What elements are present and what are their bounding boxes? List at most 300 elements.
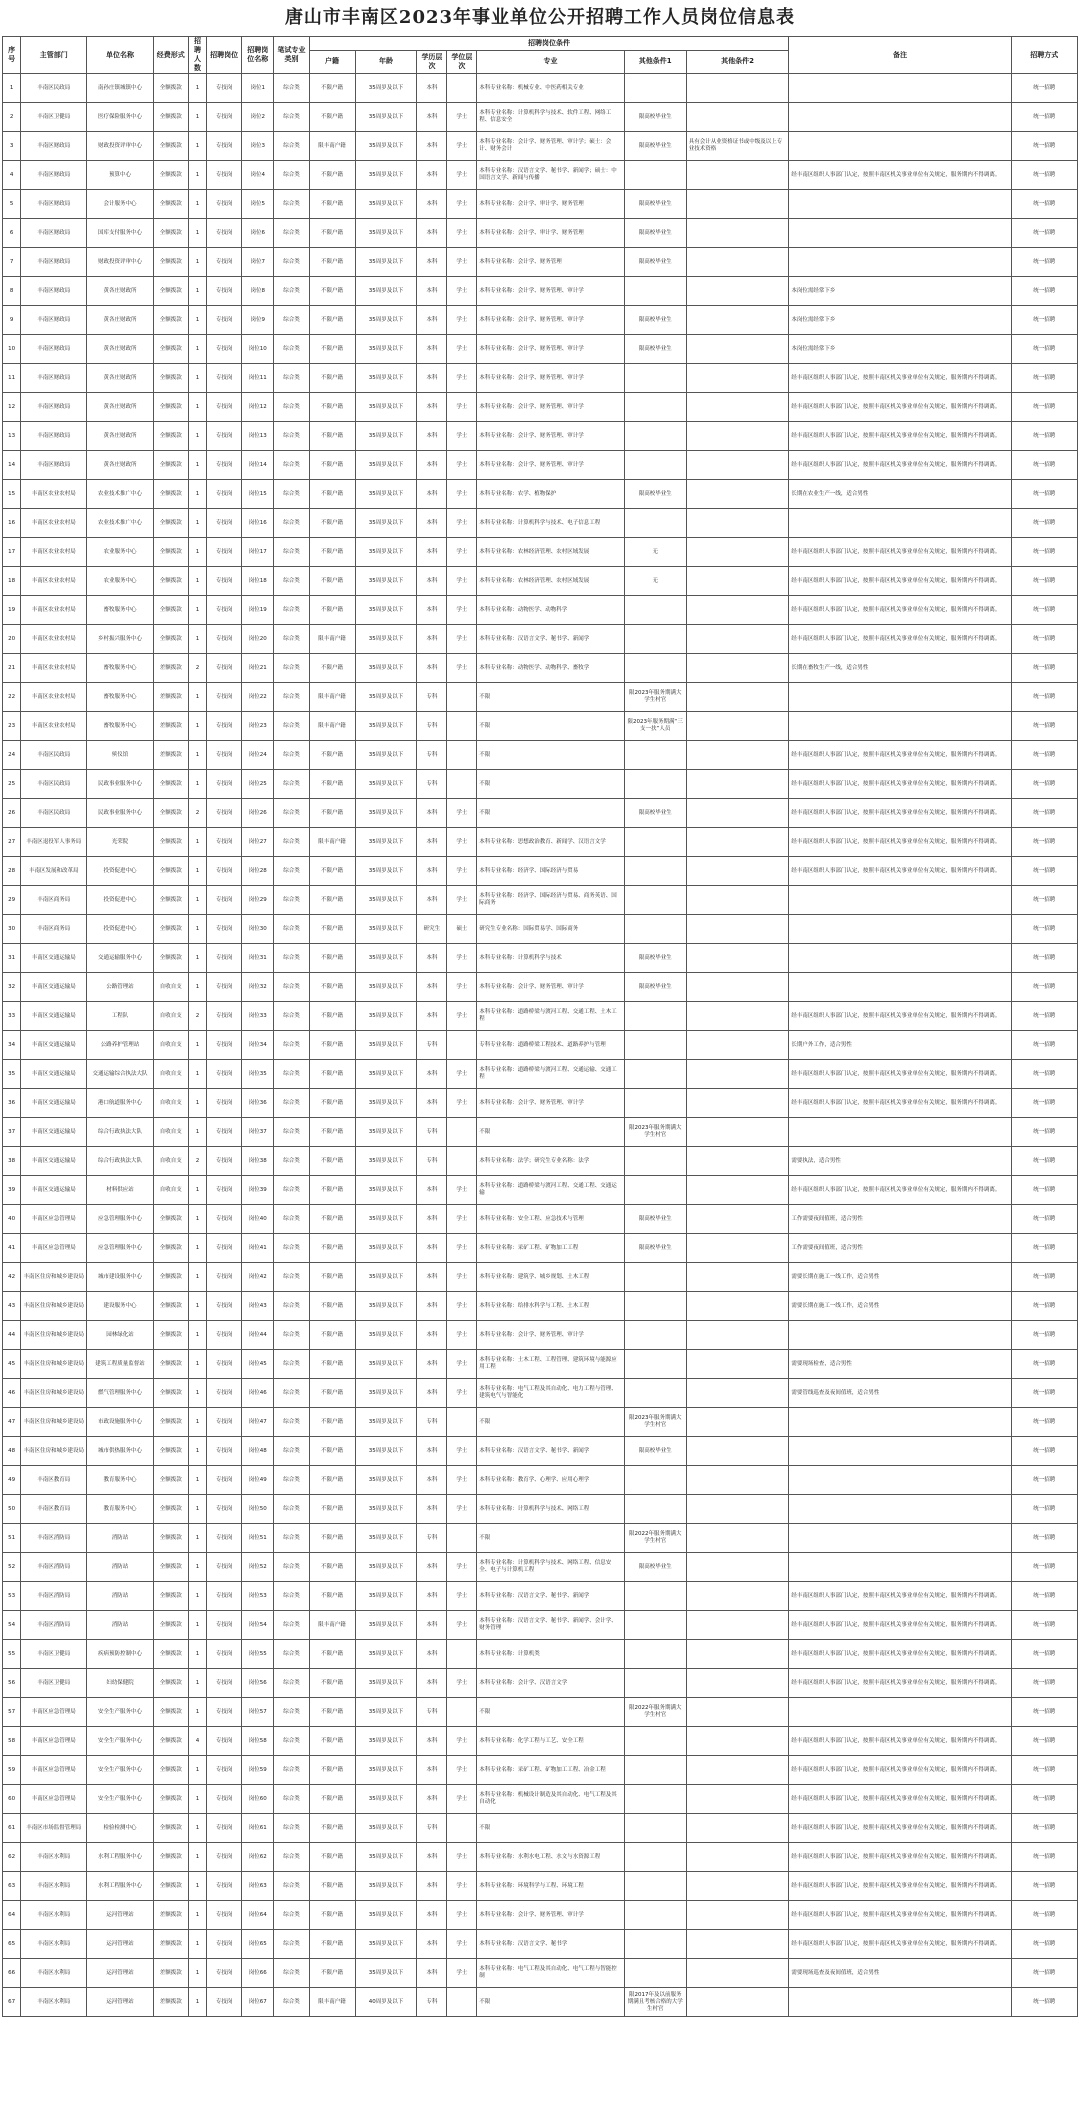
cell-other2 bbox=[686, 248, 789, 277]
cell-hukou: 不限户籍 bbox=[309, 944, 355, 973]
cell-other1: 限2017年及以前服务期满且考核合格的大学生村官 bbox=[624, 1988, 686, 2017]
cell-position: 专技岗 bbox=[207, 1147, 242, 1176]
cell-other1 bbox=[624, 1292, 686, 1321]
cell-degree: 学士 bbox=[447, 654, 477, 683]
table-row bbox=[3, 1756, 1078, 1785]
cell-unit: 会计服务中心 bbox=[87, 190, 153, 219]
cell-seq: 9 bbox=[3, 306, 21, 335]
cell-position-name: 岗位48 bbox=[242, 1437, 274, 1466]
cell-dept: 丰南区商务局 bbox=[21, 886, 87, 915]
cell-position: 专技岗 bbox=[207, 741, 242, 770]
cell-other1: 限高校毕业生 bbox=[624, 944, 686, 973]
header-edu: 学历层次 bbox=[417, 50, 447, 73]
cell-seq: 53 bbox=[3, 1582, 21, 1611]
cell-major: 本科专业名称：会计学、财务管理、审计学 bbox=[477, 1321, 624, 1350]
cell-major: 专科专业名称：道路桥梁工程技术、道路养护与管理 bbox=[477, 1031, 624, 1060]
cell-seq: 60 bbox=[3, 1785, 21, 1814]
cell-count: 4 bbox=[188, 1727, 206, 1756]
cell-hukou: 不限户籍 bbox=[309, 1959, 355, 1988]
cell-unit: 畜牧服务中心 bbox=[87, 654, 153, 683]
cell-funding: 全额拨款 bbox=[153, 161, 188, 190]
header-funding: 经费形式 bbox=[153, 37, 188, 74]
cell-position: 专技岗 bbox=[207, 161, 242, 190]
cell-funding: 全额拨款 bbox=[153, 886, 188, 915]
cell-funding: 全额拨款 bbox=[153, 1321, 188, 1350]
cell-other1: 限高校毕业生 bbox=[624, 335, 686, 364]
cell-seq: 40 bbox=[3, 1205, 21, 1234]
cell-funding: 全额拨款 bbox=[153, 393, 188, 422]
cell-major: 本科专业名称：农学、植物保护 bbox=[477, 480, 624, 509]
cell-funding: 全额拨款 bbox=[153, 74, 188, 103]
cell-funding: 全额拨款 bbox=[153, 1437, 188, 1466]
cell-method: 统一招聘 bbox=[1011, 1147, 1077, 1176]
cell-other1 bbox=[624, 828, 686, 857]
cell-funding: 全额拨款 bbox=[153, 190, 188, 219]
table-row bbox=[3, 1234, 1078, 1263]
cell-age: 35周岁及以下 bbox=[355, 74, 417, 103]
cell-other2 bbox=[686, 364, 789, 393]
cell-other1: 限高校毕业生 bbox=[624, 306, 686, 335]
cell-major: 本科专业名称：汉语言文学、秘书学、新闻学 bbox=[477, 1437, 624, 1466]
cell-unit: 公路管理站 bbox=[87, 973, 153, 1002]
cell-major: 本科专业名称：汉语言文学、秘书学、新闻学、会计学、财务管理 bbox=[477, 1611, 624, 1640]
cell-major: 本科专业名称：会计学、财务管理、审计学 bbox=[477, 1089, 624, 1118]
cell-edu: 本科 bbox=[417, 1292, 447, 1321]
cell-position-name: 岗位38 bbox=[242, 1147, 274, 1176]
cell-seq: 43 bbox=[3, 1292, 21, 1321]
cell-funding: 差额拨款 bbox=[153, 683, 188, 712]
cell-dept: 丰南区农业农村局 bbox=[21, 567, 87, 596]
cell-position: 专技岗 bbox=[207, 1292, 242, 1321]
cell-method: 统一招聘 bbox=[1011, 1408, 1077, 1437]
header-hukou: 户籍 bbox=[309, 50, 355, 73]
cell-position: 专技岗 bbox=[207, 393, 242, 422]
cell-other1 bbox=[624, 1669, 686, 1698]
cell-exam-category: 综合类 bbox=[274, 1408, 309, 1437]
cell-edu: 本科 bbox=[417, 596, 447, 625]
cell-count: 1 bbox=[188, 1031, 206, 1060]
cell-remark: 本岗位需经常下乡 bbox=[789, 335, 1011, 364]
cell-hukou: 不限户籍 bbox=[309, 1234, 355, 1263]
cell-other1 bbox=[624, 1263, 686, 1292]
cell-exam-category: 综合类 bbox=[274, 596, 309, 625]
cell-funding: 全额拨款 bbox=[153, 1582, 188, 1611]
cell-funding: 全额拨款 bbox=[153, 1640, 188, 1669]
cell-position-name: 岗位41 bbox=[242, 1234, 274, 1263]
cell-count: 1 bbox=[188, 857, 206, 886]
cell-funding: 差额拨款 bbox=[153, 1988, 188, 2017]
cell-remark bbox=[789, 944, 1011, 973]
cell-dept: 丰南区住房和城乡建设局 bbox=[21, 1350, 87, 1379]
cell-hukou: 不限户籍 bbox=[309, 190, 355, 219]
cell-exam-category: 综合类 bbox=[274, 509, 309, 538]
cell-dept: 丰南区财政局 bbox=[21, 364, 87, 393]
cell-remark: 工作需要夜间值班，适合男性 bbox=[789, 1205, 1011, 1234]
cell-remark: 需要现场检查，适合男性 bbox=[789, 1350, 1011, 1379]
cell-unit: 南孙庄镇城镇中心 bbox=[87, 74, 153, 103]
cell-age: 35周岁及以下 bbox=[355, 1060, 417, 1089]
cell-dept: 丰南区财政局 bbox=[21, 422, 87, 451]
cell-other1 bbox=[624, 451, 686, 480]
cell-seq: 50 bbox=[3, 1495, 21, 1524]
cell-hukou: 不限户籍 bbox=[309, 480, 355, 509]
table-row bbox=[3, 1988, 1078, 2017]
table-body bbox=[3, 74, 1078, 2017]
cell-remark: 本岗位需经常下乡 bbox=[789, 306, 1011, 335]
cell-count: 1 bbox=[188, 1640, 206, 1669]
cell-unit: 投资促进中心 bbox=[87, 857, 153, 886]
cell-remark bbox=[789, 74, 1011, 103]
cell-other2 bbox=[686, 161, 789, 190]
cell-degree: 学士 bbox=[447, 944, 477, 973]
cell-edu: 本科 bbox=[417, 1437, 447, 1466]
cell-age: 35周岁及以下 bbox=[355, 335, 417, 364]
cell-other1: 无 bbox=[624, 538, 686, 567]
cell-method: 统一招聘 bbox=[1011, 1176, 1077, 1205]
table-row bbox=[3, 1901, 1078, 1930]
cell-edu: 本科 bbox=[417, 509, 447, 538]
cell-position-name: 岗位15 bbox=[242, 480, 274, 509]
cell-exam-category: 综合类 bbox=[274, 1785, 309, 1814]
cell-exam-category: 综合类 bbox=[274, 567, 309, 596]
cell-degree: 学士 bbox=[447, 480, 477, 509]
cell-seq: 2 bbox=[3, 103, 21, 132]
cell-hukou: 不限户籍 bbox=[309, 1176, 355, 1205]
cell-exam-category: 综合类 bbox=[274, 1901, 309, 1930]
cell-count: 1 bbox=[188, 1408, 206, 1437]
cell-count: 1 bbox=[188, 335, 206, 364]
cell-age: 35周岁及以下 bbox=[355, 509, 417, 538]
cell-degree: 学士 bbox=[447, 1350, 477, 1379]
cell-other2 bbox=[686, 74, 789, 103]
cell-funding: 全额拨款 bbox=[153, 364, 188, 393]
cell-remark bbox=[789, 1466, 1011, 1495]
cell-exam-category: 综合类 bbox=[274, 538, 309, 567]
cell-seq: 37 bbox=[3, 1118, 21, 1147]
cell-seq: 1 bbox=[3, 74, 21, 103]
cell-other1 bbox=[624, 422, 686, 451]
cell-edu: 专科 bbox=[417, 770, 447, 799]
cell-count: 1 bbox=[188, 1089, 206, 1118]
cell-exam-category: 综合类 bbox=[274, 1031, 309, 1060]
cell-hukou: 限丰南户籍 bbox=[309, 132, 355, 161]
cell-age: 35周岁及以下 bbox=[355, 1959, 417, 1988]
cell-age: 35周岁及以下 bbox=[355, 1176, 417, 1205]
cell-exam-category: 综合类 bbox=[274, 770, 309, 799]
cell-position: 专技岗 bbox=[207, 103, 242, 132]
cell-age: 35周岁及以下 bbox=[355, 1089, 417, 1118]
cell-position: 专技岗 bbox=[207, 1756, 242, 1785]
cell-age: 35周岁及以下 bbox=[355, 1466, 417, 1495]
cell-position-name: 岗位65 bbox=[242, 1930, 274, 1959]
cell-position-name: 岗位56 bbox=[242, 1669, 274, 1698]
cell-age: 35周岁及以下 bbox=[355, 190, 417, 219]
cell-other1 bbox=[624, 1466, 686, 1495]
cell-position-name: 岗位61 bbox=[242, 1814, 274, 1843]
cell-seq: 27 bbox=[3, 828, 21, 857]
cell-degree: 学士 bbox=[447, 1437, 477, 1466]
cell-exam-category: 综合类 bbox=[274, 1843, 309, 1872]
cell-hukou: 限丰南户籍 bbox=[309, 1611, 355, 1640]
cell-exam-category: 综合类 bbox=[274, 219, 309, 248]
cell-unit: 工程队 bbox=[87, 1002, 153, 1031]
cell-other1 bbox=[624, 1321, 686, 1350]
cell-hukou: 不限户籍 bbox=[309, 1843, 355, 1872]
cell-exam-category: 综合类 bbox=[274, 1205, 309, 1234]
cell-funding: 差额拨款 bbox=[153, 1901, 188, 1930]
cell-seq: 42 bbox=[3, 1263, 21, 1292]
cell-other1 bbox=[624, 393, 686, 422]
cell-major: 本科专业名称：农林经济管理、农村区域发展 bbox=[477, 567, 624, 596]
cell-unit: 消防站 bbox=[87, 1524, 153, 1553]
cell-age: 35周岁及以下 bbox=[355, 654, 417, 683]
cell-dept: 丰南区退役军人事务局 bbox=[21, 828, 87, 857]
cell-edu: 本科 bbox=[417, 1060, 447, 1089]
cell-seq: 65 bbox=[3, 1930, 21, 1959]
cell-other2 bbox=[686, 770, 789, 799]
cell-count: 1 bbox=[188, 1698, 206, 1727]
cell-age: 35周岁及以下 bbox=[355, 886, 417, 915]
cell-method: 统一招聘 bbox=[1011, 1843, 1077, 1872]
table-row bbox=[3, 248, 1078, 277]
cell-edu: 本科 bbox=[417, 1089, 447, 1118]
cell-count: 1 bbox=[188, 248, 206, 277]
cell-position: 专技岗 bbox=[207, 335, 242, 364]
cell-dept: 丰南区应急管理局 bbox=[21, 1727, 87, 1756]
cell-position: 专技岗 bbox=[207, 1814, 242, 1843]
cell-edu: 研究生 bbox=[417, 915, 447, 944]
cell-funding: 全额拨款 bbox=[153, 857, 188, 886]
header-unit: 单位名称 bbox=[87, 37, 153, 74]
cell-seq: 34 bbox=[3, 1031, 21, 1060]
cell-other2 bbox=[686, 1118, 789, 1147]
cell-degree bbox=[447, 683, 477, 712]
cell-method: 统一招聘 bbox=[1011, 1060, 1077, 1089]
cell-major: 本科专业名称：道路桥梁与渡河工程、交通工程、土木工程 bbox=[477, 1002, 624, 1031]
cell-method: 统一招聘 bbox=[1011, 451, 1077, 480]
cell-unit: 农业服务中心 bbox=[87, 538, 153, 567]
cell-seq: 5 bbox=[3, 190, 21, 219]
cell-age: 35周岁及以下 bbox=[355, 1292, 417, 1321]
cell-edu: 专科 bbox=[417, 683, 447, 712]
cell-degree: 学士 bbox=[447, 1466, 477, 1495]
cell-seq: 64 bbox=[3, 1901, 21, 1930]
cell-remark bbox=[789, 1524, 1011, 1553]
cell-degree: 学士 bbox=[447, 219, 477, 248]
cell-seq: 28 bbox=[3, 857, 21, 886]
table-row bbox=[3, 683, 1078, 712]
cell-unit: 港口航道服务中心 bbox=[87, 1089, 153, 1118]
cell-age: 35周岁及以下 bbox=[355, 248, 417, 277]
cell-method: 统一招聘 bbox=[1011, 1872, 1077, 1901]
cell-dept: 丰南区商务局 bbox=[21, 915, 87, 944]
cell-other1 bbox=[624, 1002, 686, 1031]
cell-degree bbox=[447, 1814, 477, 1843]
cell-funding: 自收自支 bbox=[153, 973, 188, 1002]
cell-count: 1 bbox=[188, 1843, 206, 1872]
cell-position-name: 岗位44 bbox=[242, 1321, 274, 1350]
cell-count: 1 bbox=[188, 886, 206, 915]
cell-funding: 全额拨款 bbox=[153, 1292, 188, 1321]
cell-remark: 经丰南区组织人事部门认定，按照丰南区机关事业单位有关规定，服务期内不得调离。 bbox=[789, 1582, 1011, 1611]
table-row bbox=[3, 74, 1078, 103]
cell-remark: 长期在畜牧生产一线，适合男性 bbox=[789, 654, 1011, 683]
cell-method: 统一招聘 bbox=[1011, 886, 1077, 915]
cell-exam-category: 综合类 bbox=[274, 248, 309, 277]
cell-count: 1 bbox=[188, 712, 206, 741]
cell-degree: 学士 bbox=[447, 538, 477, 567]
cell-other2 bbox=[686, 306, 789, 335]
cell-funding: 差额拨款 bbox=[153, 1959, 188, 1988]
cell-other1: 限2023年服务期满“三支一扶”人员 bbox=[624, 712, 686, 741]
cell-edu: 本科 bbox=[417, 886, 447, 915]
cell-count: 1 bbox=[188, 1611, 206, 1640]
cell-edu: 本科 bbox=[417, 567, 447, 596]
cell-edu: 本科 bbox=[417, 1234, 447, 1263]
cell-dept: 丰南区教育局 bbox=[21, 1495, 87, 1524]
cell-seq: 57 bbox=[3, 1698, 21, 1727]
table-row bbox=[3, 364, 1078, 393]
cell-remark bbox=[789, 915, 1011, 944]
cell-other1: 限2023年服务期满大学生村官 bbox=[624, 1408, 686, 1437]
cell-position: 专技岗 bbox=[207, 480, 242, 509]
cell-age: 35周岁及以下 bbox=[355, 161, 417, 190]
cell-seq: 17 bbox=[3, 538, 21, 567]
cell-major: 本科专业名称：计算机科学与技术、电子信息工程 bbox=[477, 509, 624, 538]
cell-seq: 7 bbox=[3, 248, 21, 277]
cell-method: 统一招聘 bbox=[1011, 741, 1077, 770]
cell-funding: 自收自支 bbox=[153, 1002, 188, 1031]
cell-position: 专技岗 bbox=[207, 712, 242, 741]
cell-age: 35周岁及以下 bbox=[355, 1872, 417, 1901]
cell-position-name: 岗位22 bbox=[242, 683, 274, 712]
cell-count: 1 bbox=[188, 1205, 206, 1234]
cell-method: 统一招聘 bbox=[1011, 1756, 1077, 1785]
cell-major: 本科专业名称：水利水电工程、水文与水资源工程 bbox=[477, 1843, 624, 1872]
cell-hukou: 不限户籍 bbox=[309, 1698, 355, 1727]
cell-funding: 全额拨款 bbox=[153, 799, 188, 828]
cell-other2 bbox=[686, 1727, 789, 1756]
cell-seq: 33 bbox=[3, 1002, 21, 1031]
cell-other1 bbox=[624, 509, 686, 538]
cell-position: 专技岗 bbox=[207, 1988, 242, 2017]
cell-position: 专技岗 bbox=[207, 1727, 242, 1756]
cell-hukou: 不限户籍 bbox=[309, 1814, 355, 1843]
cell-remark bbox=[789, 190, 1011, 219]
cell-degree: 硕士 bbox=[447, 915, 477, 944]
cell-hukou: 限丰南户籍 bbox=[309, 1988, 355, 2017]
cell-age: 35周岁及以下 bbox=[355, 1002, 417, 1031]
table-row bbox=[3, 596, 1078, 625]
cell-edu: 本科 bbox=[417, 103, 447, 132]
cell-degree: 学士 bbox=[447, 306, 477, 335]
cell-age: 35周岁及以下 bbox=[355, 480, 417, 509]
cell-degree: 学士 bbox=[447, 1176, 477, 1205]
table-row bbox=[3, 1205, 1078, 1234]
cell-unit: 公路养护管理站 bbox=[87, 1031, 153, 1060]
cell-method: 统一招聘 bbox=[1011, 1524, 1077, 1553]
cell-unit: 民政事业服务中心 bbox=[87, 799, 153, 828]
cell-seq: 45 bbox=[3, 1350, 21, 1379]
cell-other2 bbox=[686, 915, 789, 944]
cell-edu: 专科 bbox=[417, 1408, 447, 1437]
cell-age: 35周岁及以下 bbox=[355, 1524, 417, 1553]
cell-major: 不限 bbox=[477, 1118, 624, 1147]
table-row bbox=[3, 1611, 1078, 1640]
cell-seq: 39 bbox=[3, 1176, 21, 1205]
cell-position-name: 岗位37 bbox=[242, 1118, 274, 1147]
cell-hukou: 不限户籍 bbox=[309, 1582, 355, 1611]
cell-position-name: 岗位40 bbox=[242, 1205, 274, 1234]
cell-count: 1 bbox=[188, 1785, 206, 1814]
cell-count: 1 bbox=[188, 1669, 206, 1698]
cell-remark: 经丰南区组织人事部门认定，按照丰南区机关事业单位有关规定，服务期内不得调离。 bbox=[789, 1060, 1011, 1089]
cell-other2 bbox=[686, 1176, 789, 1205]
cell-remark: 经丰南区组织人事部门认定，按照丰南区机关事业单位有关规定，服务期内不得调离。 bbox=[789, 828, 1011, 857]
cell-major: 本科专业名称：土木工程、工程管理、建筑环境与能源应用工程 bbox=[477, 1350, 624, 1379]
cell-seq: 24 bbox=[3, 741, 21, 770]
cell-unit: 运河管理站 bbox=[87, 1959, 153, 1988]
cell-edu: 本科 bbox=[417, 422, 447, 451]
cell-other2 bbox=[686, 1089, 789, 1118]
cell-hukou: 不限户籍 bbox=[309, 1930, 355, 1959]
cell-count: 1 bbox=[188, 1524, 206, 1553]
cell-degree: 学士 bbox=[447, 1234, 477, 1263]
cell-hukou: 不限户籍 bbox=[309, 1292, 355, 1321]
cell-position: 专技岗 bbox=[207, 828, 242, 857]
cell-seq: 47 bbox=[3, 1408, 21, 1437]
cell-unit: 教育服务中心 bbox=[87, 1495, 153, 1524]
cell-count: 1 bbox=[188, 364, 206, 393]
cell-method: 统一招聘 bbox=[1011, 1466, 1077, 1495]
cell-remark bbox=[789, 1553, 1011, 1582]
table-row bbox=[3, 1147, 1078, 1176]
cell-unit: 黄各庄财政所 bbox=[87, 364, 153, 393]
cell-seq: 3 bbox=[3, 132, 21, 161]
cell-position: 专技岗 bbox=[207, 1524, 242, 1553]
cell-funding: 自收自支 bbox=[153, 1118, 188, 1147]
cell-other2 bbox=[686, 422, 789, 451]
cell-degree: 学士 bbox=[447, 132, 477, 161]
cell-major: 不限 bbox=[477, 1524, 624, 1553]
cell-method: 统一招聘 bbox=[1011, 103, 1077, 132]
cell-position-name: 岗位47 bbox=[242, 1408, 274, 1437]
cell-other1 bbox=[624, 1901, 686, 1930]
cell-hukou: 不限户籍 bbox=[309, 741, 355, 770]
cell-other1 bbox=[624, 741, 686, 770]
cell-hukou: 不限户籍 bbox=[309, 1002, 355, 1031]
cell-remark: 经丰南区组织人事部门认定，按照丰南区机关事业单位有关规定，服务期内不得调离。 bbox=[789, 538, 1011, 567]
cell-degree: 学士 bbox=[447, 1089, 477, 1118]
cell-dept: 丰南区农业农村局 bbox=[21, 538, 87, 567]
cell-method: 统一招聘 bbox=[1011, 538, 1077, 567]
positions-table bbox=[2, 36, 1078, 2017]
cell-seq: 63 bbox=[3, 1872, 21, 1901]
cell-other2 bbox=[686, 1495, 789, 1524]
cell-hukou: 不限户籍 bbox=[309, 1437, 355, 1466]
cell-unit: 黄各庄财政所 bbox=[87, 277, 153, 306]
cell-age: 35周岁及以下 bbox=[355, 683, 417, 712]
cell-position-name: 岗位42 bbox=[242, 1263, 274, 1292]
cell-other1 bbox=[624, 161, 686, 190]
cell-remark: 经丰南区组织人事部门认定，按照丰南区机关事业单位有关规定，服务期内不得调离。 bbox=[789, 1872, 1011, 1901]
cell-dept: 丰南区卫健局 bbox=[21, 103, 87, 132]
cell-edu: 本科 bbox=[417, 1727, 447, 1756]
cell-dept: 丰南区民政局 bbox=[21, 74, 87, 103]
cell-method: 统一招聘 bbox=[1011, 422, 1077, 451]
cell-other2 bbox=[686, 1959, 789, 1988]
cell-hukou: 不限户籍 bbox=[309, 1640, 355, 1669]
